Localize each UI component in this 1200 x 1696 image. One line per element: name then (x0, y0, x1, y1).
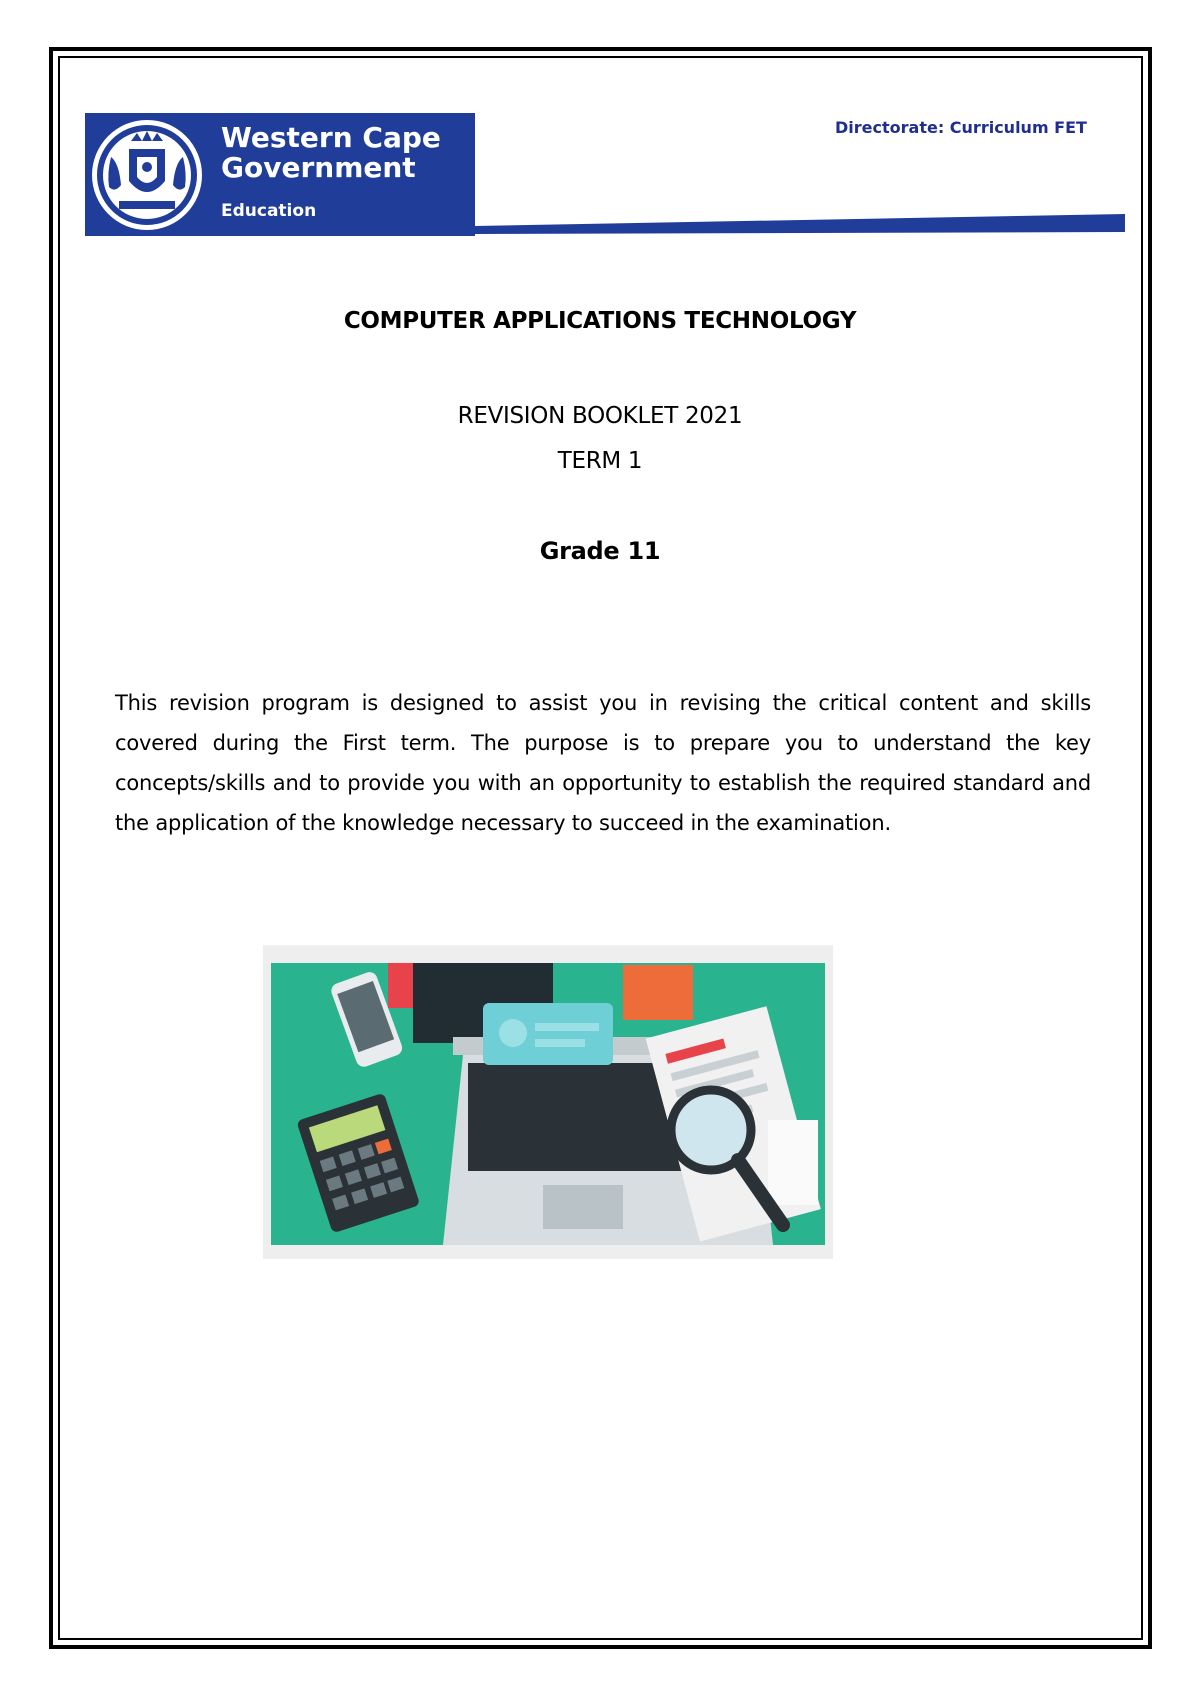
grade-label: Grade 11 (539, 537, 661, 565)
logo-text-government: Government (221, 151, 416, 184)
logo-text-education: Education (221, 201, 317, 221)
logo-text-western-cape: Western Cape (221, 121, 441, 154)
booklet-title: REVISION BOOKLET 2021 (457, 403, 743, 429)
illustration-graphic (263, 945, 833, 1259)
coat-of-arms-icon (85, 113, 207, 236)
desk-workspace-illustration (263, 945, 833, 1259)
intro-paragraph: This revision program is designed to assist you in revising the critical content and skills covered during the First term. The purpose is to prepare you to understand the key concepts/skills and to provide you with an opportunity to establish the required standard and the application of the knowledge necessary to succeed in the examination. (115, 691, 1091, 835)
subject-title: COMPUTER APPLICATIONS TECHNOLOGY (343, 308, 857, 334)
page-border-inner (58, 56, 1143, 1640)
directorate-label: Directorate: Curriculum FET (835, 118, 1087, 137)
wcg-logo (85, 113, 475, 236)
term-label: TERM 1 (557, 448, 643, 474)
